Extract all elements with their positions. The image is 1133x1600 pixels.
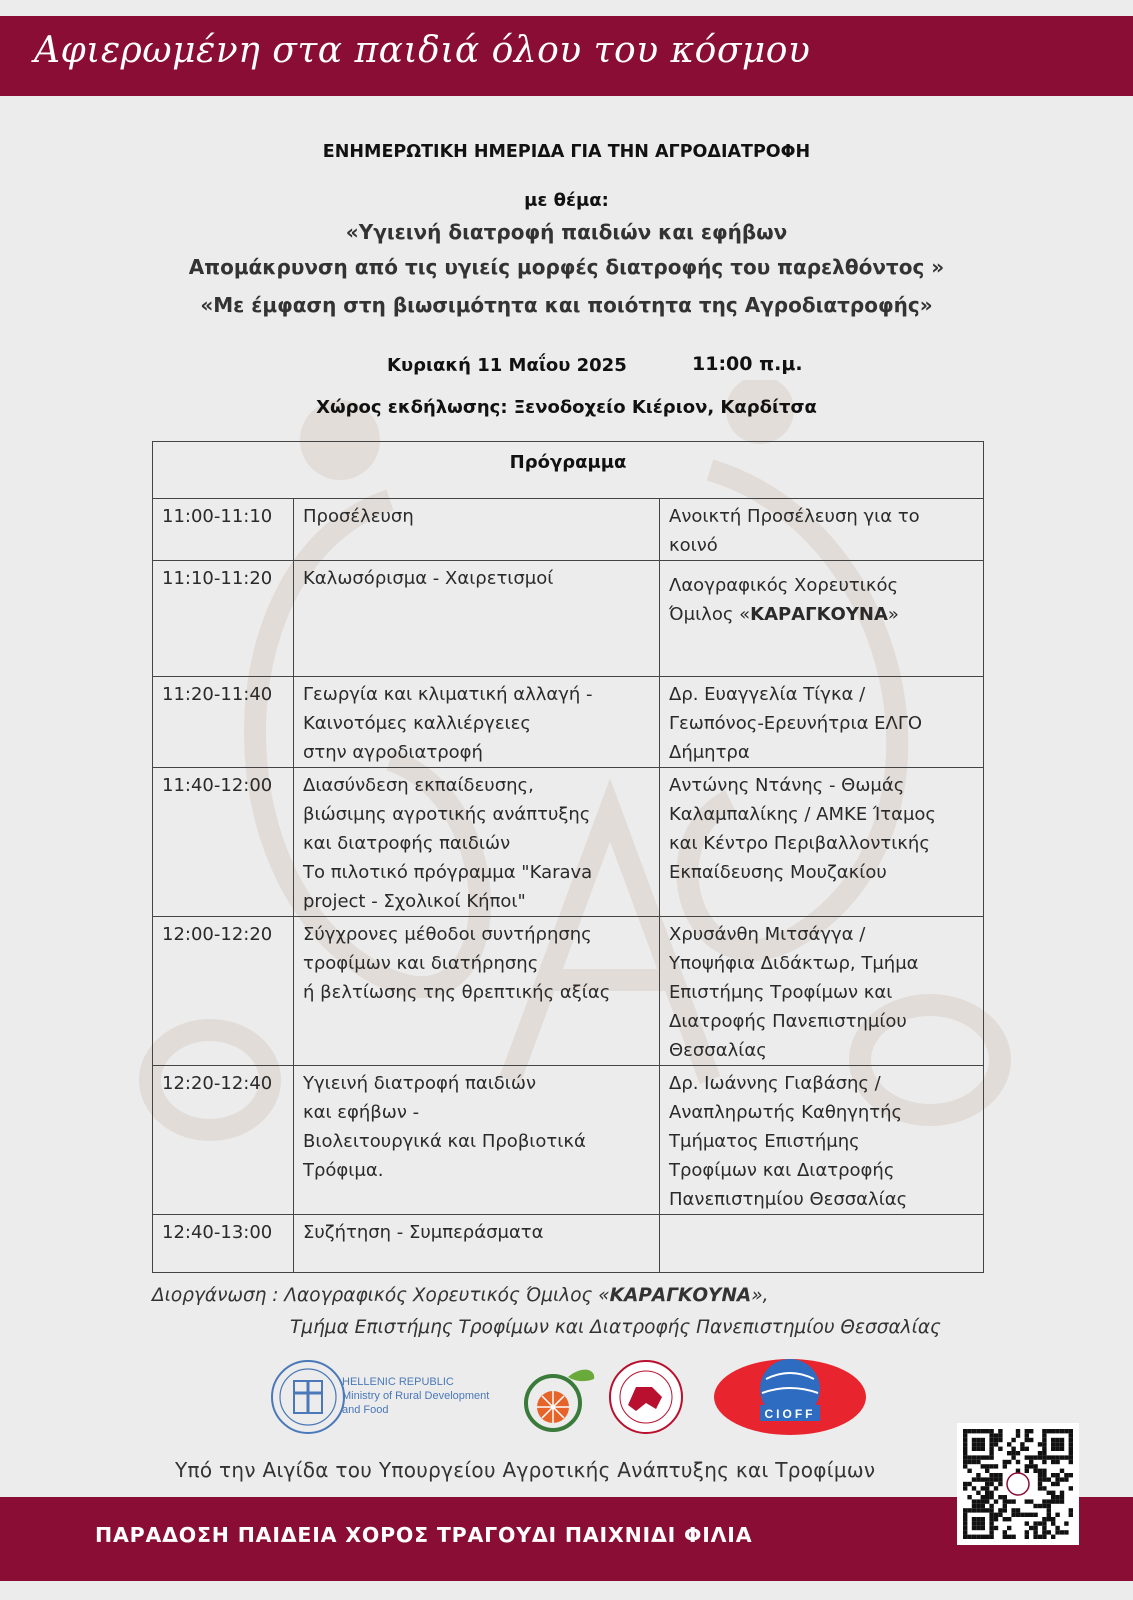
university-thessaly-logo-icon [610,1361,682,1433]
topic-line: Το πιλοτικό πρόγραμμα "Karava [303,862,593,883]
event-date: Κυριακή 11 Μαΐου 2025 [387,355,627,376]
row-topic [294,561,660,677]
row-time: 11:00-11:10 [153,499,294,561]
event-time: 11:00 π.μ. [692,353,803,375]
table-row [153,1215,984,1273]
speaker-bold-text: ΚΑΡΑΓΚΟΥΝΑ [750,604,888,625]
speaker-line [669,680,974,709]
speaker-line [669,949,974,978]
row-topic [294,917,660,1066]
speaker-end-text: » [887,604,899,625]
speaker-text: Αντώνης Ντάνης - Θωμάς [669,775,905,796]
speaker-line [669,858,974,887]
event-title: ΕΝΗΜΕΡΩΤΙΚΗ ΗΜΕΡΙΔΑ ΓΙΑ ΤΗΝ ΑΓΡΟΔΙΑΤΡΟΦΗ [322,142,811,162]
subject-line-1: «Υγιεινή διατροφή παιδιών και εφήβων [345,220,788,244]
organizers-label: Διοργάνωση : [152,1285,279,1306]
logos-row [270,1357,870,1437]
organizers-1-end: », [751,1285,769,1306]
topic-line: βιώσιμης αγροτικής ανάπτυξης [303,804,591,825]
speaker-text: Καλαμπαλίκης / ΑΜΚΕ Ίταμος [669,804,936,825]
speaker-line [669,1185,974,1214]
topic-line: Συζήτηση - Συμπεράσματα [303,1222,544,1243]
row-speaker [660,1066,984,1215]
ministry-line-2: Ministry of Rural Development [342,1390,490,1402]
topic-line: ή βελτίωσης της θρεπτικής αξίας [303,982,611,1003]
topic-line: Τρόφιμα. [303,1160,384,1181]
speaker-line [669,829,974,858]
speaker-text: Εκπαίδευσης Μουζακίου [669,862,887,883]
speaker-line [669,1007,974,1036]
speaker-text: Θεσσαλίας [669,1040,767,1061]
speaker-text: Γεωπόνος-Ερευνήτρια ΕΛΓΟ [669,713,923,734]
table-row [153,561,984,677]
speaker-line [669,571,974,600]
row-speaker [660,917,984,1066]
organizers-1-start: Λαογραφικός Χορευτικός Όμιλος « [284,1285,610,1306]
speaker-text: Τροφίμων και Διατροφής [669,1160,895,1181]
table-row [153,499,984,561]
speaker-line [669,978,974,1007]
cioff-label: CIOFF [764,1407,816,1421]
program-table [152,441,984,1273]
row-topic [294,1215,660,1273]
row-topic [294,677,660,768]
qr-code-icon [957,1423,1079,1545]
row-time: 11:40-12:00 [153,768,294,917]
footer-motto: ΠΑΡΑΔΟΣΗ ΠΑΙΔΕΙΑ ΧΟΡΟΣ ΤΡΑΓΟΥΔΙ ΠΑΙΧΝΙΔΙ ΦΙΛΙΑ [95,1523,753,1547]
topic-line: και διατροφής παιδιών [303,833,511,854]
event-venue: Χώρος εκδήλωσης: Ξενοδοχείο Κιέριον, Καρδίτσα [316,397,817,418]
hellenic-republic-logo-icon [272,1361,344,1433]
cioff-logo-icon [714,1359,866,1435]
row-speaker [660,677,984,768]
speaker-text: Επιστήμης Τροφίμων και [669,982,893,1003]
subject-line-2: Απομάκρυνση από τις υγιείς μορφές διατροφής του παρελθόντος » [188,255,945,279]
organizers-line-1 [152,1285,769,1306]
speaker-text: Διατροφής Πανεπιστημίου [669,1011,907,1032]
speaker-line [669,1127,974,1156]
row-speaker [660,499,984,561]
table-row [153,677,984,768]
row-speaker [660,1215,984,1273]
subject-label: με θέμα: [524,190,609,211]
speaker-line [669,1036,974,1065]
row-time: 11:10-11:20 [153,561,294,677]
qr-code[interactable] [957,1423,1079,1545]
speaker-line [669,920,974,949]
table-row [153,768,984,917]
speaker-text: Λαογραφικός Χορευτικός [669,575,899,596]
subject-line-3: «Με έμφαση στη βιωσιμότητα και ποιότητα της Αγροδιατροφής» [200,293,933,317]
speaker-text: Χρυσάνθη Μιτσάγγα / [669,924,866,945]
speaker-line [669,800,974,829]
top-banner [0,16,1133,96]
speaker-text: Πανεπιστημίου Θεσσαλίας [669,1189,908,1210]
dedication-text: Αφιερωμένη στα παιδιά όλου του κόσμου [34,30,811,71]
topic-line: και εφήβων - [303,1102,420,1123]
program-rows [153,499,984,1273]
organizers-1-bold: ΚΑΡΑΓΚΟΥΝΑ [609,1285,752,1306]
topic-line: Σύγχρονες μέθοδοι συντήρησης [303,924,592,945]
speaker-text: Αναπληρωτής Καθηγητής [669,1102,903,1123]
topic-line: Υγιεινή διατροφή παιδιών [303,1073,537,1094]
topic-line: Καλωσόρισμα - Χαιρετισμοί [303,568,554,589]
topic-line: Καινοτόμες καλλιέργειες [303,713,531,734]
speaker-text: Όμιλος « [669,604,751,625]
speaker-line [669,502,974,531]
speaker-line [669,1069,974,1098]
agrifood-logo-icon [526,1370,594,1430]
speaker-text: Δρ. Ευαγγελία Τίγκα / [669,684,866,705]
topic-line: project - Σχολικοί Κήποι" [303,891,526,912]
organizers-line-2: Τμήμα Επιστήμης Τροφίμων και Διατροφής Πανεπιστημίου Θεσσαλίας [290,1317,941,1338]
program-heading: Πρόγραμμα [153,442,984,499]
row-time: 11:20-11:40 [153,677,294,768]
speaker-line [669,771,974,800]
speaker-text: Υποψήφια Διδάκτωρ, Τμήμα [669,953,919,974]
speaker-text: Δήμητρα [669,742,750,763]
speaker-line [669,738,974,767]
ministry-line-3: and Food [342,1404,389,1416]
speaker-line [669,1098,974,1127]
row-speaker [660,561,984,677]
speaker-text: και Κέντρο Περιβαλλοντικής [669,833,930,854]
row-time: 12:40-13:00 [153,1215,294,1273]
table-row [153,1066,984,1215]
row-topic [294,768,660,917]
topic-line: Προσέλευση [303,506,414,527]
aegis-text: Υπό την Αιγίδα του Υπουργείου Αγροτικής Ανάπτυξης και Τροφίμων [175,1458,876,1482]
row-topic [294,499,660,561]
row-time: 12:00-12:20 [153,917,294,1066]
topic-line: Διασύνδεση εκπαίδευσης, [303,775,534,796]
topic-line: Γεωργία και κλιματική αλλαγή - [303,684,593,705]
speaker-text: Ανοικτή Προσέλευση για το [669,506,920,527]
topic-line: Βιολειτουργικά και Προβιοτικά [303,1131,586,1152]
speaker-line [669,600,974,629]
speaker-line [669,531,974,560]
ministry-line-1: HELLENIC REPUBLIC [342,1376,454,1388]
speaker-text: Δρ. Ιωάννης Γιαβάσης / [669,1073,881,1094]
row-time: 12:20-12:40 [153,1066,294,1215]
row-topic [294,1066,660,1215]
table-row [153,917,984,1066]
topic-line: τροφίμων και διατήρησης [303,953,539,974]
topic-line: στην αγροδιατροφή [303,742,483,763]
row-speaker [660,768,984,917]
speaker-text: κοινό [669,535,718,556]
speaker-line [669,709,974,738]
speaker-line [669,1156,974,1185]
speaker-text: Τμήματος Επιστήμης [669,1131,860,1152]
